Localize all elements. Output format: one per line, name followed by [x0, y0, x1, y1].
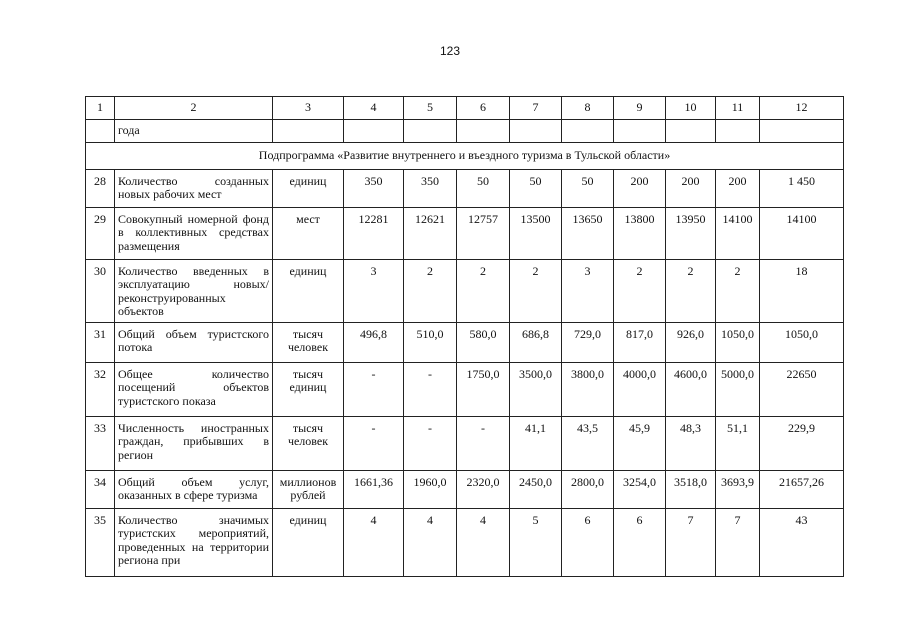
- value-cell: [510, 120, 562, 143]
- unit-cell: единиц: [273, 508, 344, 576]
- row-number-cell: 34: [86, 470, 115, 508]
- column-number-cell: 6: [457, 97, 510, 120]
- value-cell: 51,1: [716, 416, 760, 470]
- row-number-cell: 29: [86, 207, 115, 259]
- value-cell: 729,0: [562, 322, 614, 362]
- total-value-cell: 18: [760, 259, 844, 322]
- column-number-cell: 4: [344, 97, 404, 120]
- value-cell: 12621: [404, 207, 457, 259]
- value-cell: 1661,36: [344, 470, 404, 508]
- unit-cell: тысяч человек: [273, 322, 344, 362]
- value-cell: [666, 120, 716, 143]
- indicator-name-cell: Общий объем туристского потока: [115, 322, 273, 362]
- indicator-name-cell: Количество созданных новых рабочих мест: [115, 169, 273, 207]
- row-number-cell: 30: [86, 259, 115, 322]
- column-number-row: [86, 97, 844, 120]
- unit-cell: миллионов рублей: [273, 470, 344, 508]
- row-number-cell: 32: [86, 362, 115, 416]
- value-cell: -: [344, 362, 404, 416]
- total-value-cell: 21657,26: [760, 470, 844, 508]
- value-cell: 13800: [614, 207, 666, 259]
- value-cell: 41,1: [510, 416, 562, 470]
- value-cell: -: [404, 416, 457, 470]
- column-number-cell: 1: [86, 97, 115, 120]
- value-cell: 1050,0: [716, 322, 760, 362]
- value-cell: 2: [404, 259, 457, 322]
- row-number-cell: 28: [86, 169, 115, 207]
- value-cell: 4: [404, 508, 457, 576]
- value-cell: 13650: [562, 207, 614, 259]
- table-row: [86, 169, 844, 207]
- value-cell: -: [457, 416, 510, 470]
- value-cell: 3500,0: [510, 362, 562, 416]
- value-cell: 50: [457, 169, 510, 207]
- value-cell: 2: [614, 259, 666, 322]
- total-value-cell: 229,9: [760, 416, 844, 470]
- column-number-cell: 2: [115, 97, 273, 120]
- value-cell: 580,0: [457, 322, 510, 362]
- column-number-cell: 9: [614, 97, 666, 120]
- subprogram-title: Подпрограмма «Развитие внутреннего и въездного туризма в Тульской области»: [86, 143, 844, 170]
- value-cell: 2800,0: [562, 470, 614, 508]
- value-cell: 3800,0: [562, 362, 614, 416]
- value-cell: 2: [666, 259, 716, 322]
- value-cell: [457, 120, 510, 143]
- value-cell: 200: [666, 169, 716, 207]
- value-cell: 4: [344, 508, 404, 576]
- row-number-cell: [86, 120, 115, 143]
- value-cell: 2: [510, 259, 562, 322]
- value-cell: 350: [344, 169, 404, 207]
- table-row: [86, 322, 844, 362]
- value-cell: 13950: [666, 207, 716, 259]
- table-row: [86, 207, 844, 259]
- unit-cell: [273, 120, 344, 143]
- table-row: [86, 259, 844, 322]
- value-cell: [562, 120, 614, 143]
- indicators-table: [85, 96, 844, 577]
- value-cell: 350: [404, 169, 457, 207]
- indicator-name-cell: Количество введенных в эксплуатацию новых/ реконструированных объектов: [115, 259, 273, 322]
- value-cell: 6: [562, 508, 614, 576]
- value-cell: 686,8: [510, 322, 562, 362]
- value-cell: 3: [562, 259, 614, 322]
- page-number: 123: [439, 44, 461, 58]
- value-cell: 48,3: [666, 416, 716, 470]
- value-cell: 4000,0: [614, 362, 666, 416]
- subprogram-row: [86, 143, 844, 170]
- value-cell: 2320,0: [457, 470, 510, 508]
- value-cell: 2: [457, 259, 510, 322]
- total-value-cell: 14100: [760, 207, 844, 259]
- total-value-cell: 1050,0: [760, 322, 844, 362]
- column-number-cell: 12: [760, 97, 844, 120]
- row-number-cell: 31: [86, 322, 115, 362]
- table-row: [86, 470, 844, 508]
- total-value-cell: 22650: [760, 362, 844, 416]
- table-row: [86, 508, 844, 576]
- row-number-cell: 35: [86, 508, 115, 576]
- value-cell: 7: [716, 508, 760, 576]
- value-cell: 3254,0: [614, 470, 666, 508]
- indicator-name-cell: Совокупный номерной фонд в коллективных средствах размещения: [115, 207, 273, 259]
- value-cell: [716, 120, 760, 143]
- value-cell: -: [344, 416, 404, 470]
- value-cell: [344, 120, 404, 143]
- value-cell: 14100: [716, 207, 760, 259]
- indicator-name-cell: Численность иностранных граждан, прибывших в регион: [115, 416, 273, 470]
- total-value-cell: 43: [760, 508, 844, 576]
- value-cell: -: [404, 362, 457, 416]
- value-cell: 50: [562, 169, 614, 207]
- table-row: [86, 362, 844, 416]
- value-cell: 3693,9: [716, 470, 760, 508]
- value-cell: 817,0: [614, 322, 666, 362]
- column-number-cell: 10: [666, 97, 716, 120]
- indicator-name-cell: года: [115, 120, 273, 143]
- total-value-cell: 1 450: [760, 169, 844, 207]
- column-number-cell: 7: [510, 97, 562, 120]
- indicator-name-cell: Общее количество посещений объектов туристского показа: [115, 362, 273, 416]
- continuation-row: [86, 120, 844, 143]
- table-row: [86, 416, 844, 470]
- value-cell: 2: [716, 259, 760, 322]
- column-number-cell: 8: [562, 97, 614, 120]
- table-body: [86, 97, 844, 577]
- indicator-name-cell: Количество значимых туристских мероприятий, проведенных на территории региона при: [115, 508, 273, 576]
- value-cell: 200: [716, 169, 760, 207]
- value-cell: 7: [666, 508, 716, 576]
- value-cell: 510,0: [404, 322, 457, 362]
- value-cell: 12281: [344, 207, 404, 259]
- value-cell: 496,8: [344, 322, 404, 362]
- column-number-cell: 5: [404, 97, 457, 120]
- value-cell: 2450,0: [510, 470, 562, 508]
- value-cell: 43,5: [562, 416, 614, 470]
- value-cell: 5: [510, 508, 562, 576]
- value-cell: 3: [344, 259, 404, 322]
- value-cell: 50: [510, 169, 562, 207]
- value-cell: 4: [457, 508, 510, 576]
- value-cell: [760, 120, 844, 143]
- value-cell: 4600,0: [666, 362, 716, 416]
- column-number-cell: 11: [716, 97, 760, 120]
- value-cell: 200: [614, 169, 666, 207]
- unit-cell: тысяч человек: [273, 416, 344, 470]
- value-cell: [404, 120, 457, 143]
- value-cell: 6: [614, 508, 666, 576]
- value-cell: 926,0: [666, 322, 716, 362]
- unit-cell: мест: [273, 207, 344, 259]
- row-number-cell: 33: [86, 416, 115, 470]
- value-cell: 1960,0: [404, 470, 457, 508]
- value-cell: 5000,0: [716, 362, 760, 416]
- column-number-cell: 3: [273, 97, 344, 120]
- value-cell: 3518,0: [666, 470, 716, 508]
- value-cell: 45,9: [614, 416, 666, 470]
- value-cell: 12757: [457, 207, 510, 259]
- value-cell: 13500: [510, 207, 562, 259]
- indicator-name-cell: Общий объем услуг, оказанных в сфере туризма: [115, 470, 273, 508]
- unit-cell: тысяч единиц: [273, 362, 344, 416]
- value-cell: [614, 120, 666, 143]
- value-cell: 1750,0: [457, 362, 510, 416]
- unit-cell: единиц: [273, 169, 344, 207]
- unit-cell: единиц: [273, 259, 344, 322]
